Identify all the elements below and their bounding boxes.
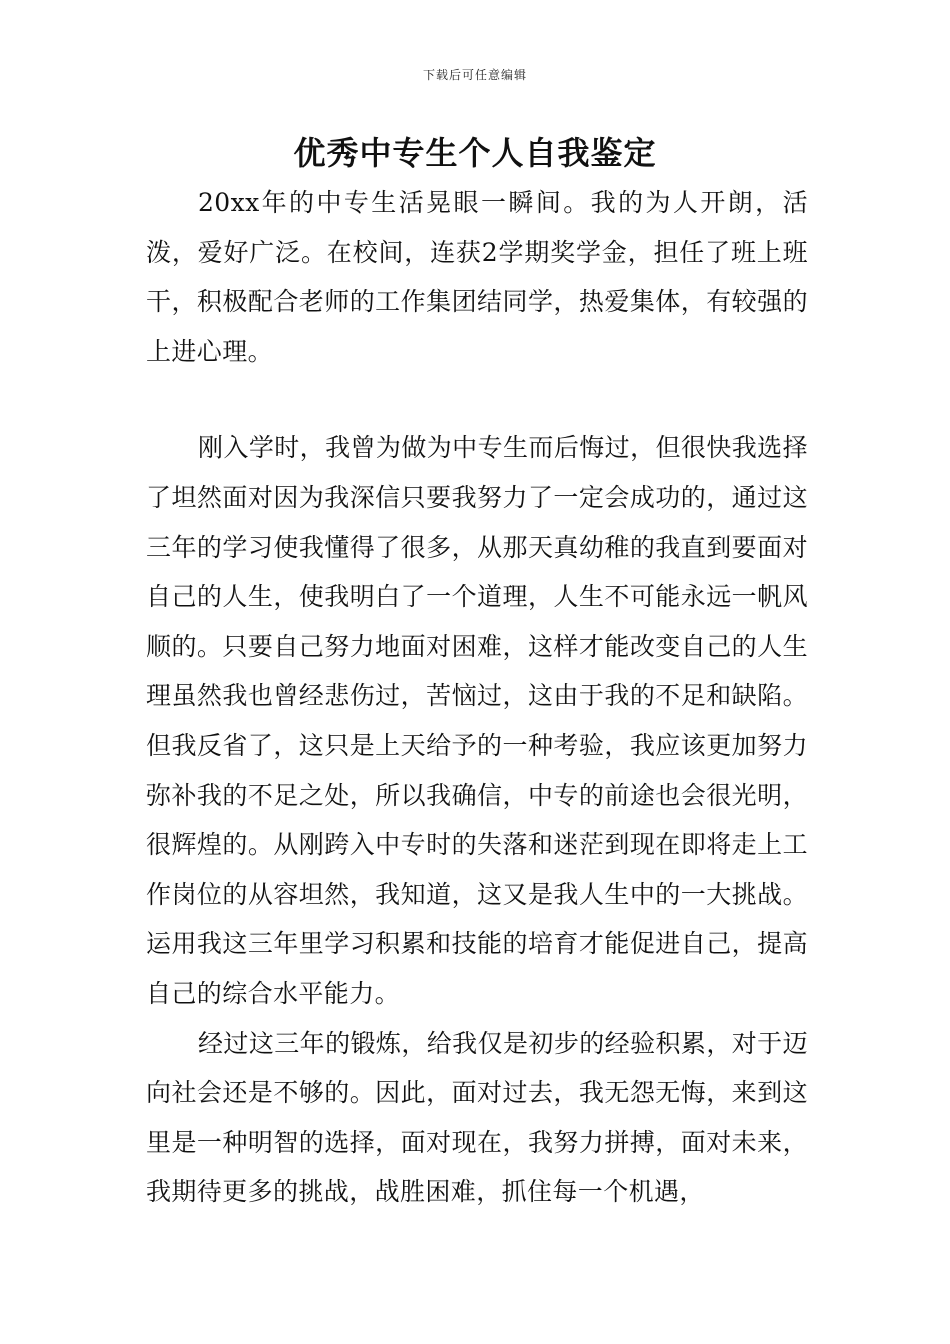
paragraph-spacer <box>146 376 808 423</box>
header-note: 下载后可任意编辑 <box>422 68 527 82</box>
paragraph-1: 20xx年的中专生活晃眼一瞬间。我的为人开朗，活泼，爱好广泛。在校间，连获2学期奖学金，担任了班上班干，积极配合老师的工作集团结同学，热爱集体，有较强的上进心理。 <box>146 188 808 366</box>
paragraph-2: 刚入学时，我曾为做为中专生而后悔过，但很快我选择了坦然面对因为我深信只要我努力了一定会成功的，通过这三年的学习使我懂得了很多，从那天真幼稚的我直到要面对自己的人生，使我明白了一个道理，人生不可能永远一帆风顺的。只要自己努力地面对困难，这样才能改变自己的人生理虽然我也曾经悲伤过，苦恼过，这由于我的不足和缺陷。但我反省了，这只是上天给予的一种考验，我应该更加努力弥补我的不足之处，所以我确信，中专的前途也会很光明，很辉煌的。从刚跨入中专时的失落和迷茫到现在即将走上工作岗位的从容坦然，我知道，这又是我人生中的一大挑战。运用我这三年里学习积累和技能的培育才能促进自己，提高自己的综合水平能力。 <box>146 433 808 1008</box>
paragraph-3: 经过这三年的锻炼，给我仅是初步的经验积累，对于迈向社会还是不够的。因此，面对过去，我无怨无悔，来到这里是一种明智的选择，面对现在，我努力拼搏，面对未来，我期待更多的挑战，战胜困难，抓住每一个机遇， <box>146 1028 808 1207</box>
document-title: 优秀中专生个人自我鉴定 <box>293 134 657 172</box>
document-body <box>146 178 808 1217</box>
